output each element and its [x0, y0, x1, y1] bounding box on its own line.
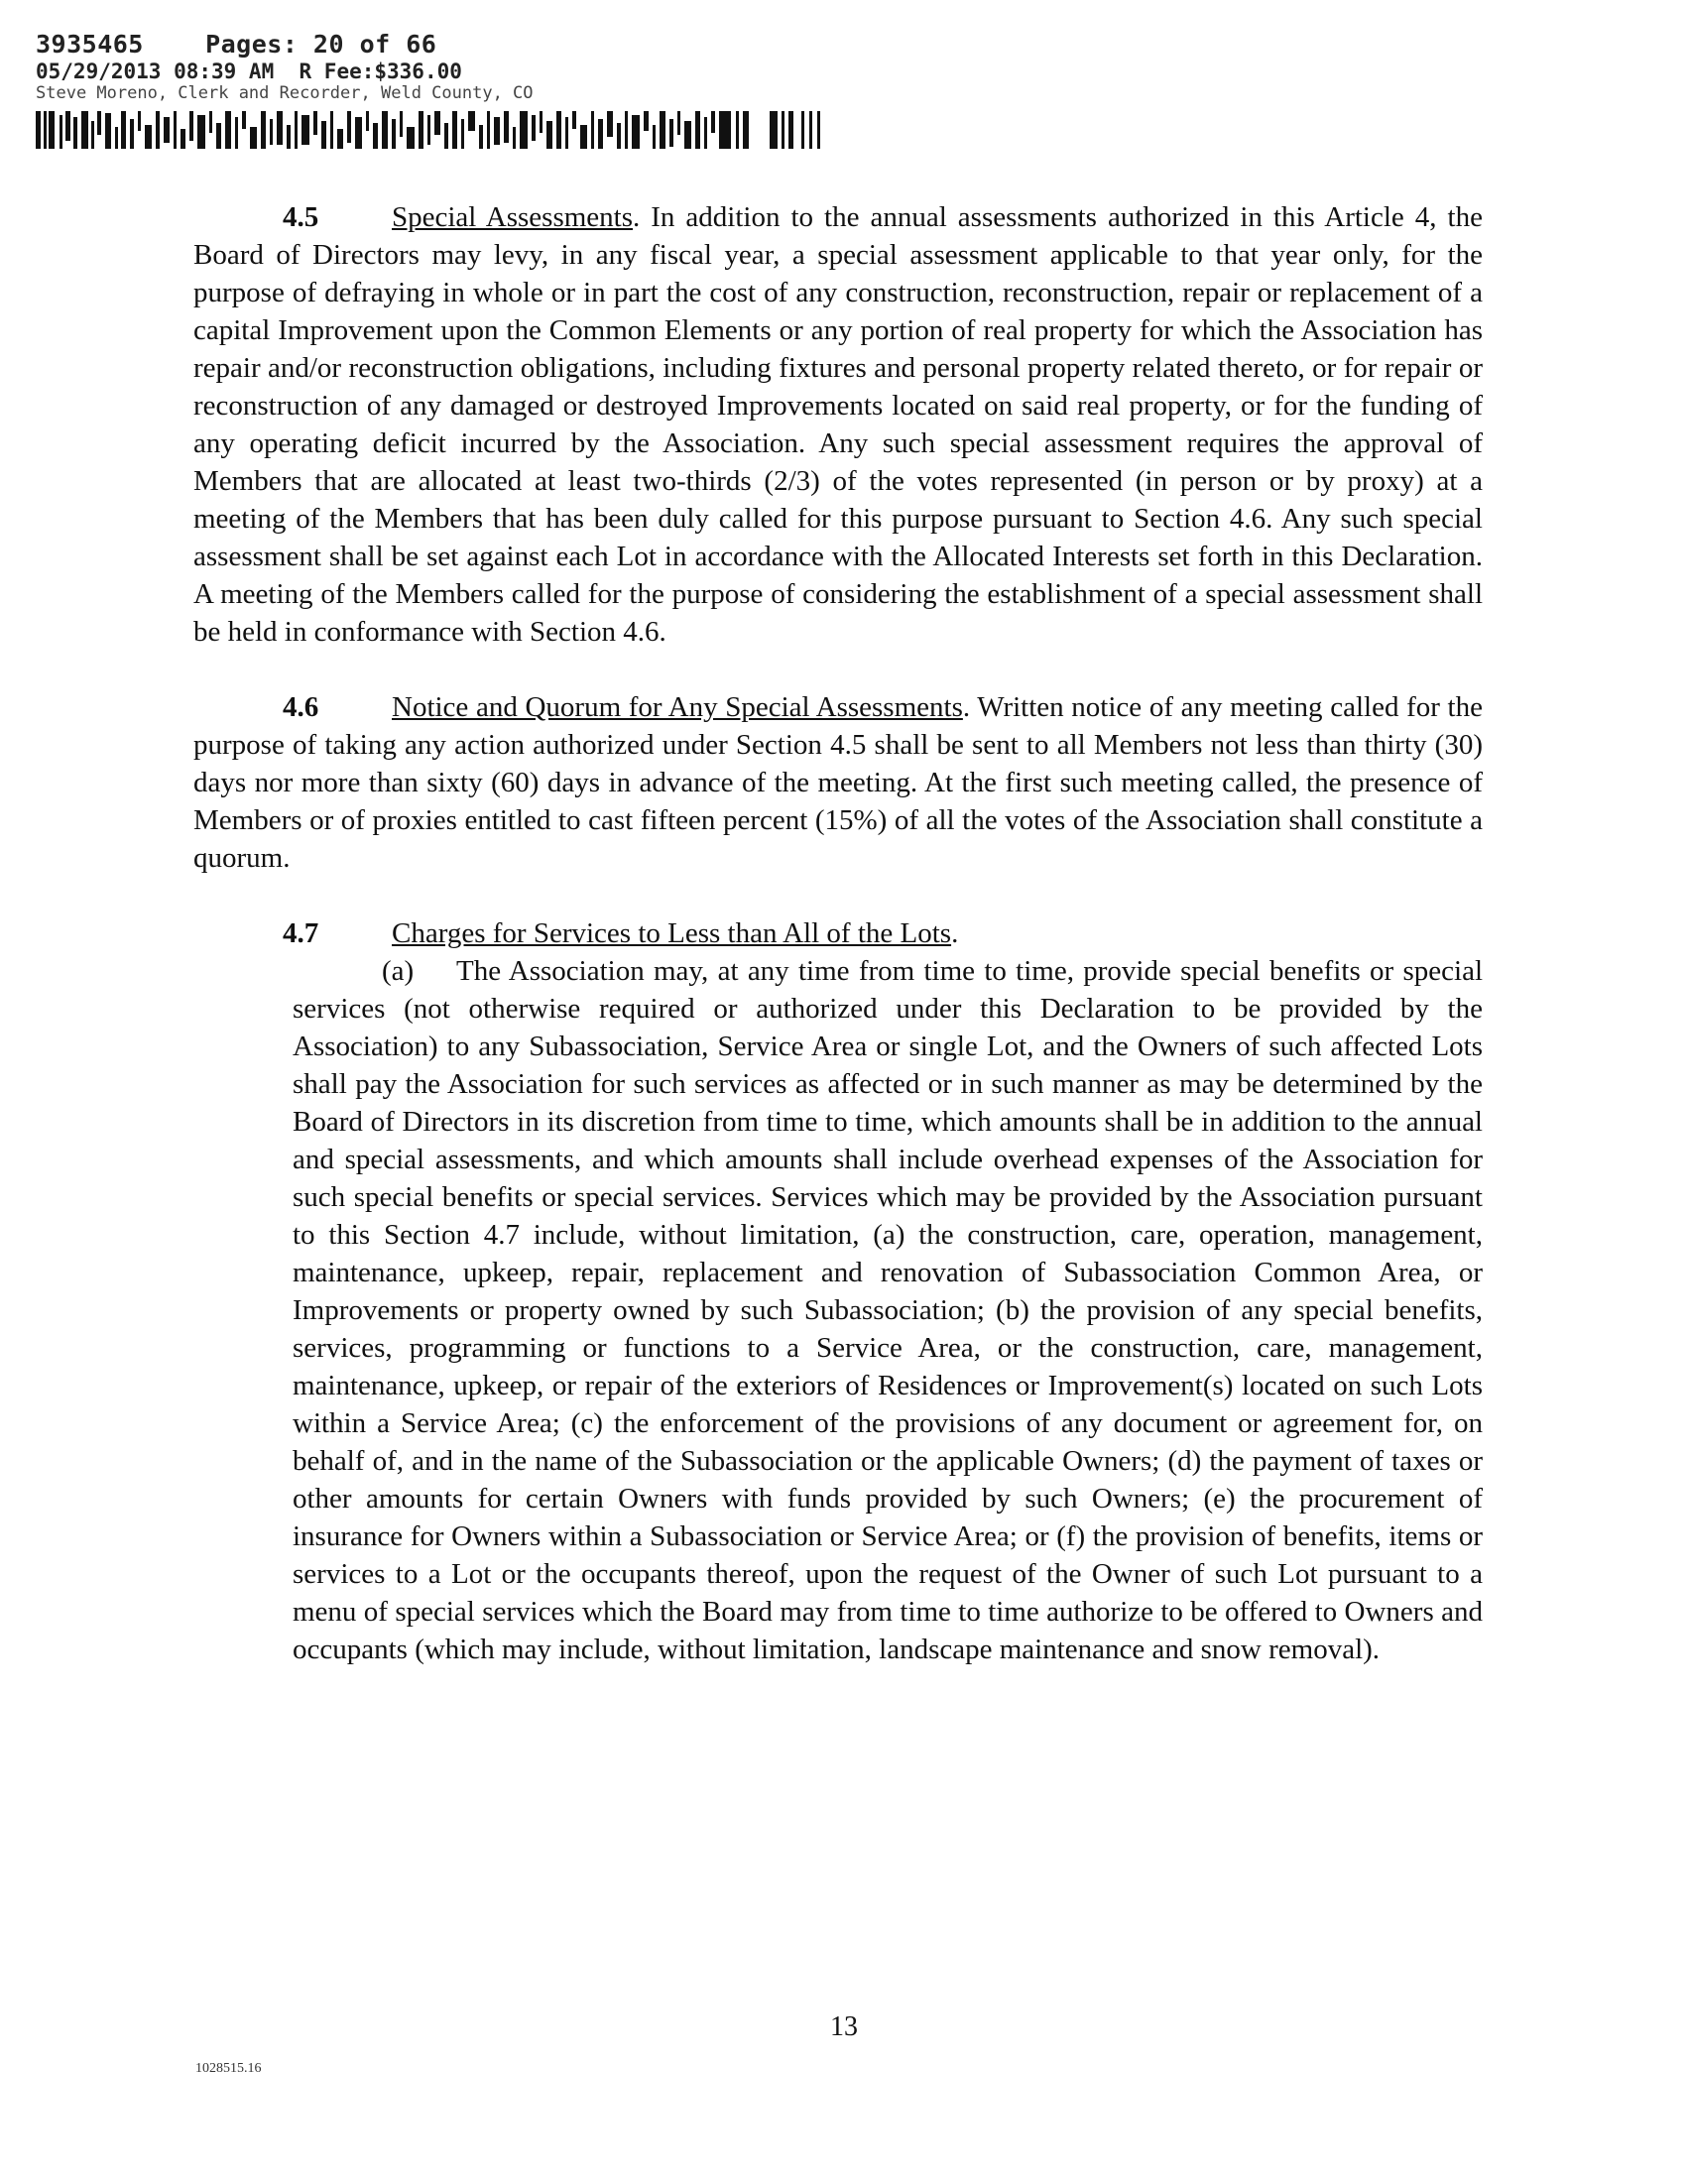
section-4-7: [193, 914, 1483, 952]
recording-stamp: [36, 30, 651, 103]
page-number: 13: [830, 2011, 858, 2042]
section-4-5: [193, 198, 1483, 651]
section-heading: Notice and Quorum for Any Special Assessments: [392, 691, 963, 723]
pages-count: Pages: 20 of 66: [205, 30, 437, 59]
subsection-4-7-a: [193, 952, 1483, 1668]
barcode-icon: [36, 107, 849, 153]
section-heading: Charges for Services to Less than All of the Lots: [392, 917, 952, 949]
subsection-text: The Association may, at any time from time to time, provide special benefits or special services (not otherwise required or authorized under this Declaration to be provided by the Association) to any Subassociation, Service Area or single Lot, and the Owners of such affected Lots shall pay the Association for such services as affected or in such manner as may be determined by the Board of Directors in its discretion from time to time, which amounts shall be in addition to the annual and special assessments, and which amounts shall include overhead expenses of the Association for such special benefits or special services. Services which may be provided by the Association pursuant to this Section 4.7 include, without limitation, (a) the construction, care, operation, management, maintenance, upkeep, repair, replacement and renovation of Subassociation Common Area, or Improvements or property owned by such Subassociation; (b) the provision of any special benefits, services, programming or functions to a Service Area, or the construction, care, management, maintenance, upkeep, or repair of the exteriors of Residences or Improvement(s) located on such Lots within a Service Area; (c) the enforcement of the provisions of any document or agreement for, on behalf of, and in the name of the Subassociation or the applicable Owners; (d) the payment of taxes or other amounts for certain Owners with funds provided by such Owners; (e) the procurement of insurance for Owners within a Subassociation or Service Area; or (f) the provision of benefits, items or services to a Lot or the occupants thereof, upon the request of the Owner of such Lot pursuant to a menu of special services which the Board may from time to time authorize to be offered to Owners and occupants (which may include, without limitation, landscape maintenance and snow removal).: [293, 955, 1483, 1665]
reception-number: 3935465: [36, 30, 144, 59]
section-number: 4.6: [283, 691, 319, 723]
section-heading: Special Assessments: [392, 201, 633, 233]
section-4-6: [193, 688, 1483, 877]
document-code: 1028515.16: [195, 2061, 262, 2076]
section-number: 4.7: [283, 917, 319, 949]
section-heading-period: .: [951, 917, 959, 949]
recording-datetime: 05/29/2013 08:39 AM: [36, 60, 275, 83]
document-body: [193, 198, 1483, 1668]
section-number: 4.5: [283, 201, 319, 233]
recording-line-1: [36, 30, 651, 60]
recorder-name: Steve Moreno, Clerk and Recorder, Weld County, CO: [36, 83, 534, 103]
recording-fee: R Fee:$336.00: [299, 60, 462, 83]
section-text: . Written notice of any meeting called for the purpose of taking any action authorized under Section 4.5 shall be sent to all Members not less than thirty (30) days nor more than sixty (60) days in advance of the meeting. At the first such meeting called, the presence of Members or of proxies entitled to cast fifteen percent (15%) of all the votes of the Association shall constitute a quorum.: [193, 691, 1483, 874]
subsection-label: (a): [382, 955, 415, 987]
recording-line-2: [36, 60, 651, 83]
section-text: . In addition to the annual assessments authorized in this Article 4, the Board of Directors may levy, in any fiscal year, a special assessment applicable to that year only, for the purpose of defraying in whole or in part the cost of any construction, reconstruction, repair or replacement of a capital Improvement upon the Common Elements or any portion of real property for which the Association has repair and/or reconstruction obligations, including fixtures and personal property related thereto, or for repair or reconstruction of any damaged or destroyed Improvements located on said real property, or for the funding of any operating deficit incurred by the Association. Any such special assessment requires the approval of Members that are allocated at least two-thirds (2/3) of the votes represented (in person or by proxy) at a meeting of the Members that has been duly called for this purpose pursuant to Section 4.6. Any such special assessment shall be set against each Lot in accordance with the Allocated Interests set forth in this Declaration. A meeting of the Members called for the purpose of considering the establishment of a special assessment shall be held in conformance with Section 4.6.: [193, 201, 1483, 648]
